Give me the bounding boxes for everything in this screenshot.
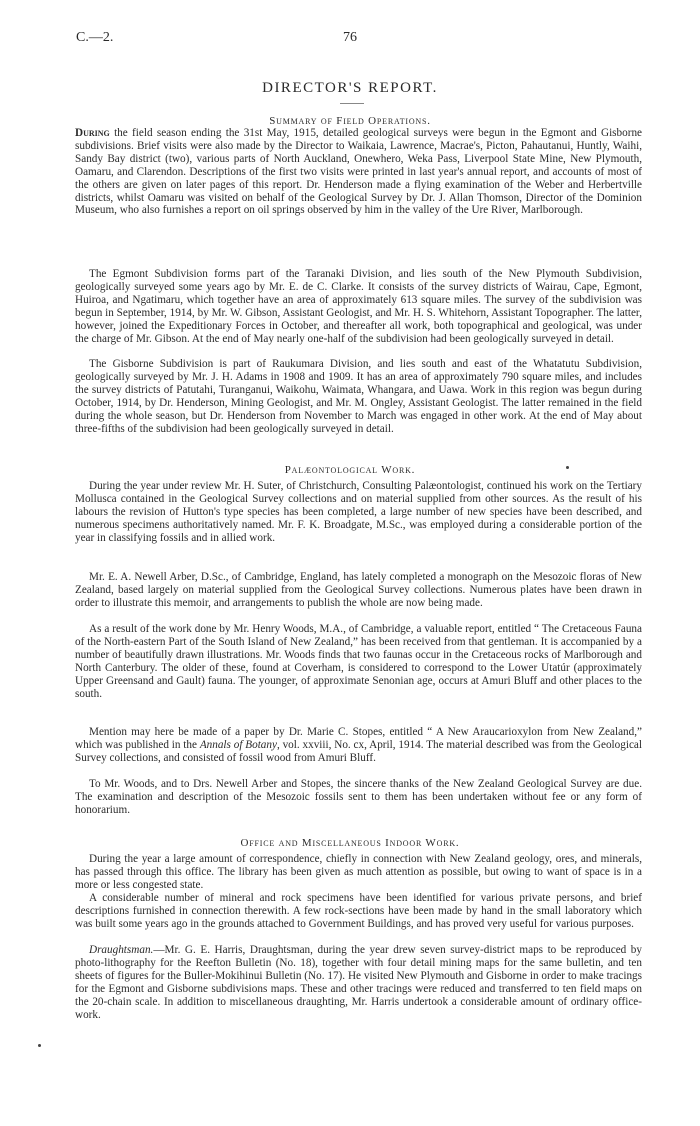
- palaeontology-paragraph-5: To Mr. Woods, and to Drs. Newell Arber and Stopes, the sincere thanks of the New Zealand Geological Survey are due. The examination and description of the Mesozoic fossils sent to them has been undertaken without fee or any form of honorarium.: [75, 778, 642, 816]
- office-paragraph-3: Draughtsman.—Mr. G. E. Harris, Draughtsman, during the year drew seven survey-district maps to be reproduced by photo-lithography for the Reefton Bulletin (No. 18), together with four detail mining maps for the same bulletin, and ten sheets of figures for the Buller-Mokihinui Bulletin (No. 17). He visited New Plymouth and Gisborne in order to make tracings for the Egmont and Gisborne subdivisions maps. These and other tracings were reduced and transferred to ten field maps on the 20-chain scale. In addition to miscellaneous draughting, Mr. Harris undertook a considerable amount of ordinary office-work.: [75, 944, 642, 1021]
- margin-speck: [38, 1044, 41, 1047]
- drop-lead-word: During: [75, 127, 110, 139]
- summary-paragraph-1: During the field season ending the 31st May, 1915, detailed geological surveys were begun in the Egmont and Gisborne subdivisions. Brief visits were also made by the Director to Waikaia, Lawrence, Macrae's, Picton, Pahautanui, Huntly, Waihi, Sandy Bay district (two), various parts of North Auckland, Onewhero, Weka Pass, Liverpool State Mine, New Plymouth, Oamaru, and Clarendon. Descriptions of the first two visits were printed in last year's annual report, and accounts of most of the others are given on later pages of this report. Dr. Henderson made a flying examination of the Weber and Herbertville districts, whilst Oamaru was visited on behalf of the Geological Survey by Dr. J. Allan Thomson, Director of the Dominion Museum, who also furnishes a report on oil springs observed by him in the valley of the Ure River, Marlborough.: [75, 127, 643, 217]
- office-paragraph-1: During the year a large amount of correspondence, chiefly in connection with New Zealand geology, ores, and minerals, has passed through this office. The library has been given as much attention as possible, but owing to want of space is in a more or less congested state.: [75, 853, 642, 891]
- page-header: [60, 30, 640, 50]
- ink-speck: [566, 466, 569, 469]
- report-title: DIRECTOR'S REPORT.: [262, 80, 438, 96]
- journal-title: Annals of Botany: [199, 738, 277, 751]
- summary-heading: Summary of Field Operations.: [269, 115, 431, 127]
- office-heading: Office and Miscellaneous Indoor Work.: [240, 837, 460, 849]
- summary-paragraph-3: The Gisborne Subdivision is part of Raukumara Division, and lies south and east of the Whatatutu Subdivision, geologically surveyed by Mr. J. H. Adams in 1908 and 1909. It has an area of approximately 790 square miles, and includes the survey districts of Patutahi, Turanganui, Waikohu, Waimata, Whangara, and Uawa. Work in this region was begun during October, 1914, by Dr. Henderson, Mining Geologist, and Mr. M. Ongley, Assistant Geologist. The latter remained in the field during the whole season, but Dr. Henderson from November to March was engaged in other work. At the end of May about three-fifths of the subdivision had been geologically surveyed in detail.: [75, 358, 642, 435]
- office-paragraph-2: A considerable number of mineral and rock specimens have been identified for various private persons, and brief descriptions furnished in connection therewith. A few rock-sections have been made by hand in the small laboratory which was built some years ago in the grounds attached to Government Buildings, and has proved very useful for various purposes.: [75, 892, 642, 930]
- title-rule: [340, 103, 364, 104]
- palaeontology-heading: Palæontological Work.: [284, 464, 416, 476]
- palaeontology-paragraph-2: Mr. E. A. Newell Arber, D.Sc., of Cambridge, England, has lately completed a monograph on the Mesozoic floras of New Zealand, based largely on material supplied from the Geological Survey collections. Numerous plates have been drawn in order to illustrate this memoir, and arrangements to publish the whole are now being made.: [75, 571, 642, 609]
- document-reference: C.—2.: [76, 30, 114, 45]
- page-number: 76: [343, 30, 357, 45]
- palaeontology-paragraph-1: During the year under review Mr. H. Suter, of Christchurch, Consulting Palæontologist, continued his work on the Tertiary Mollusca contained in the Geological Survey collections and on material supplied from other sources. As the result of his labours the revision of Hutton's type species has been completed, a large number of new species have been described, and numerous specimens authoritatively named. Mr. F. K. Broadgate, M.Sc., was employed during a considerable portion of the year in classifying fossils and in allied work.: [75, 480, 642, 544]
- draughtsman-lead: Draughtsman.: [89, 944, 154, 956]
- palaeontology-paragraph-4: Mention may here be made of a paper by Dr. Marie C. Stopes, entitled “ A New Araucarioxylon from New Zealand,” which was published in the Annals of Botany, vol. xxviii, No. cx, April, 1914. The material described was from the Geological Survey collections, and consisted of fossil wood from Amuri Bluff.: [75, 726, 643, 764]
- palaeontology-paragraph-3: As a result of the work done by Mr. Henry Woods, M.A., of Cambridge, a valuable report, entitled “ The Cretaceous Fauna of the North-eastern Part of the South Island of New Zealand,” has been received from that gentleman. It is accompanied by a number of beautifully drawn illustrations. Mr. Woods finds that two faunas occur in the Cretaceous rocks of Marlborough and North Canterbury. The older of these, found at Coverham, is considered to correspond to the Lower Utatúr (approximately Upper Greensand and Gault) fauna. The younger, of approximate Senonian age, occurs at Amuri Bluff and other places to the south.: [75, 623, 642, 700]
- summary-paragraph-2: The Egmont Subdivision forms part of the Taranaki Division, and lies south of the New Plymouth Subdivision, geologically surveyed some years ago by Mr. E. de C. Clarke. It consists of the survey districts of Wairau, Cape, Egmont, Huiroa, and Ngatimaru, which together have an area of approximately 613 square miles. The survey of the subdivision was begun in September, 1914, by Mr. W. Gibson, Assistant Geologist, and Mr. H. S. Whitehorn, Assistant Topographer. The latter, however, joined the Expeditionary Forces in October, and thereafter all work, both topographical and geological, was under the charge of Mr. Gibson. At the end of May nearly one-half of the subdivision had been geologically surveyed in detail.: [75, 268, 642, 345]
